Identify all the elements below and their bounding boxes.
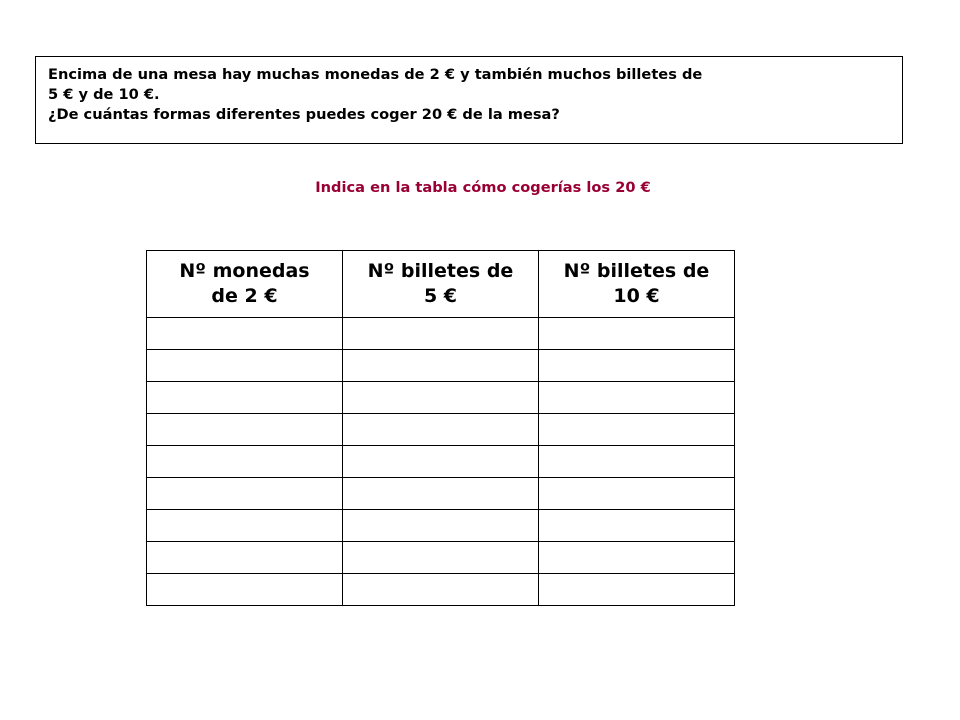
answer-table bbox=[146, 250, 735, 606]
header-bills-10 bbox=[539, 251, 735, 318]
problem-line-2: 5 € y de 10 €. bbox=[48, 86, 160, 103]
table-row bbox=[147, 542, 735, 574]
table-row bbox=[147, 350, 735, 382]
table-row bbox=[147, 510, 735, 542]
answer-cell-coins-2[interactable] bbox=[147, 318, 343, 350]
header-bills-5-line1: Nº billetes de bbox=[367, 260, 514, 282]
problem-question: ¿De cuántas formas diferentes puedes coger 20 € de la mesa? bbox=[48, 106, 560, 123]
answer-cell-coins-2[interactable] bbox=[147, 350, 343, 382]
answer-cell-coins-2[interactable] bbox=[147, 510, 343, 542]
header-coins-2 bbox=[147, 251, 343, 318]
header-bills-5-line2: 5 € bbox=[423, 285, 458, 307]
table-row bbox=[147, 446, 735, 478]
table-row bbox=[147, 318, 735, 350]
answer-cell-coins-2[interactable] bbox=[147, 414, 343, 446]
answer-cell-bills-5[interactable] bbox=[343, 318, 539, 350]
table-row bbox=[147, 414, 735, 446]
header-coins-2-line2: de 2 € bbox=[211, 285, 278, 307]
answer-cell-bills-5[interactable] bbox=[343, 478, 539, 510]
problem-statement-box bbox=[35, 56, 903, 144]
answer-cell-coins-2[interactable] bbox=[147, 478, 343, 510]
answer-cell-bills-10[interactable] bbox=[539, 542, 735, 574]
answer-cell-coins-2[interactable] bbox=[147, 382, 343, 414]
answer-cell-bills-10[interactable] bbox=[539, 318, 735, 350]
answer-cell-coins-2[interactable] bbox=[147, 542, 343, 574]
answer-cell-coins-2[interactable] bbox=[147, 446, 343, 478]
header-bills-5 bbox=[343, 251, 539, 318]
answer-cell-bills-10[interactable] bbox=[539, 574, 735, 606]
answer-cell-bills-5[interactable] bbox=[343, 574, 539, 606]
answer-cell-bills-10[interactable] bbox=[539, 350, 735, 382]
answer-cell-coins-2[interactable] bbox=[147, 574, 343, 606]
table-header-row bbox=[147, 251, 735, 318]
answer-table-body bbox=[147, 318, 735, 606]
answer-cell-bills-5[interactable] bbox=[343, 446, 539, 478]
answer-cell-bills-5[interactable] bbox=[343, 382, 539, 414]
answer-cell-bills-5[interactable] bbox=[343, 510, 539, 542]
answer-cell-bills-10[interactable] bbox=[539, 478, 735, 510]
answer-cell-bills-10[interactable] bbox=[539, 510, 735, 542]
table-row bbox=[147, 478, 735, 510]
problem-line-1: Encima de una mesa hay muchas monedas de 2 € y también muchos billetes de bbox=[48, 66, 703, 83]
answer-cell-bills-5[interactable] bbox=[343, 414, 539, 446]
answer-cell-bills-5[interactable] bbox=[343, 542, 539, 574]
header-bills-10-line2: 10 € bbox=[613, 285, 660, 307]
answer-cell-bills-10[interactable] bbox=[539, 446, 735, 478]
table-row bbox=[147, 382, 735, 414]
table-instruction: Indica en la tabla cómo cogerías los 20 € bbox=[315, 179, 651, 196]
header-bills-10-line1: Nº billetes de bbox=[563, 260, 710, 282]
answer-cell-bills-5[interactable] bbox=[343, 350, 539, 382]
header-coins-2-line1: Nº monedas bbox=[179, 260, 310, 282]
answer-cell-bills-10[interactable] bbox=[539, 414, 735, 446]
table-row bbox=[147, 574, 735, 606]
answer-cell-bills-10[interactable] bbox=[539, 382, 735, 414]
